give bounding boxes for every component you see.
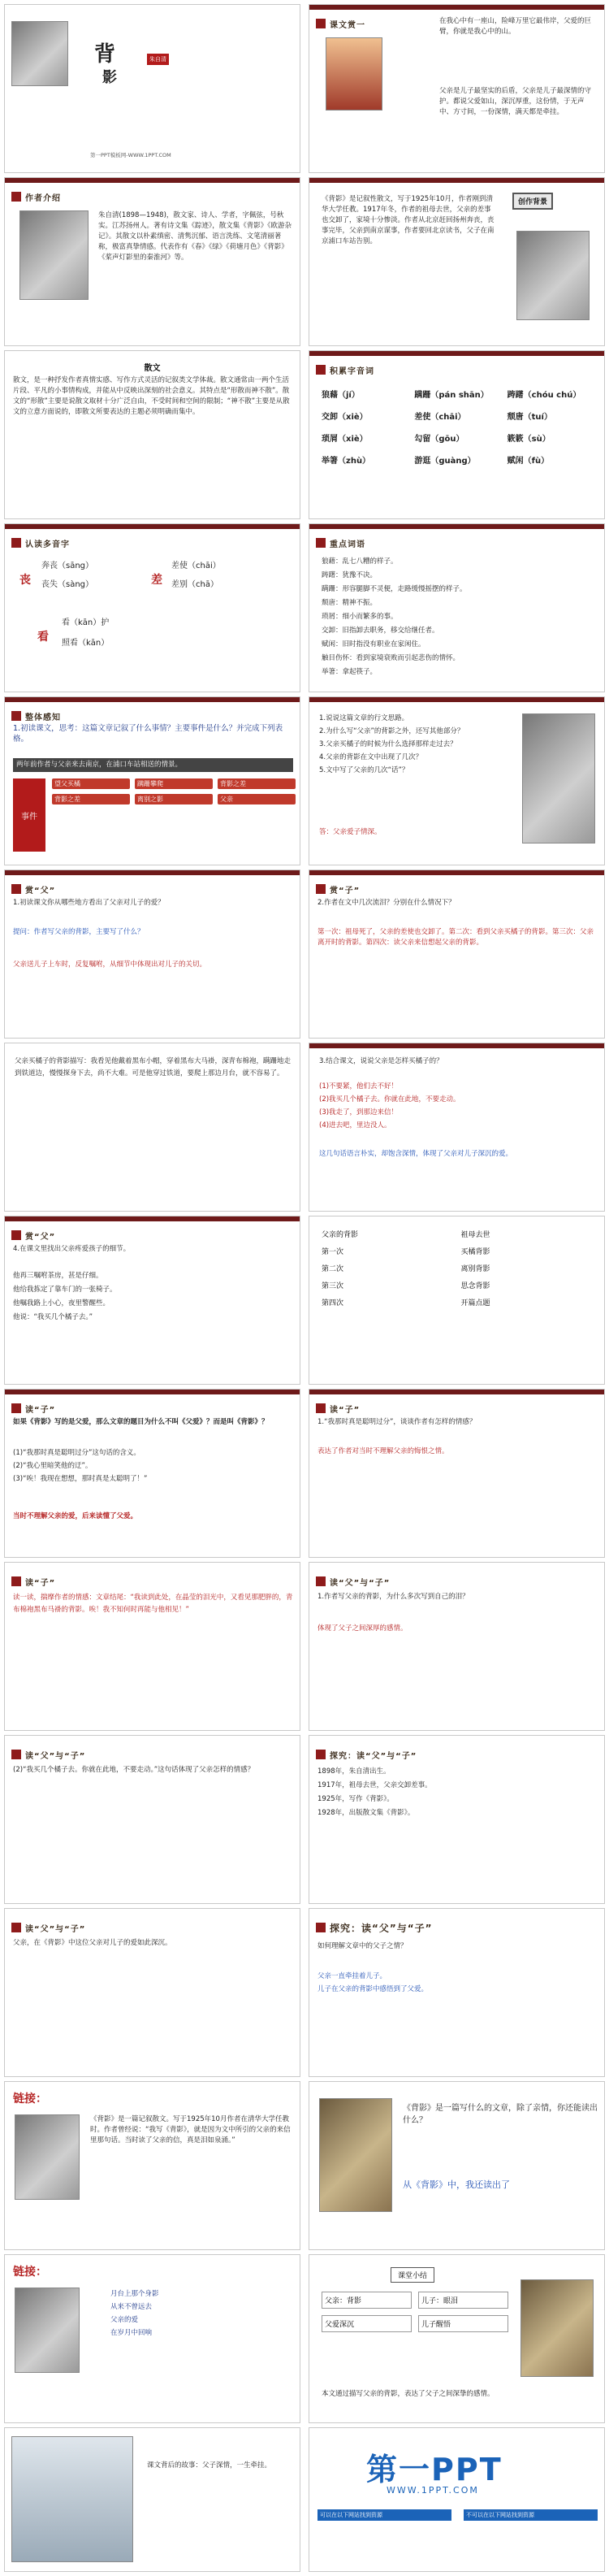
node: 父爱深沉 <box>322 2315 412 2332</box>
top-bar <box>5 524 300 529</box>
cell: 开篇点题 <box>460 1299 490 1308</box>
keyword: 颓唐：精神不振。 <box>322 599 378 607</box>
body: 父亲，在《背影》中这位父亲对儿子的爱如此深沉。 <box>13 1939 172 1947</box>
header: 链接： <box>13 2266 47 2279</box>
question: 如果《背影》写的是父爱，那么文章的题目为什么不叫《父爱》？而是叫《背影》？ <box>13 1418 269 1426</box>
slide-father-1 <box>4 870 300 1039</box>
foot: 这几句话语言朴实，却饱含深情，体现了父亲对儿子深沉的爱。 <box>319 1150 513 1158</box>
poem-line: 月台上那个身影 <box>110 2290 159 2298</box>
question: 1.初读课文，思考：这篇文章记叙了什么事情？主要事件是什么？并完成下列表格。 <box>13 724 283 744</box>
header-icon <box>316 19 326 28</box>
header: 读“子” <box>25 1405 56 1415</box>
header: 作者介绍 <box>25 193 61 203</box>
header: 散文 <box>144 364 161 373</box>
header: 积累字音词 <box>330 366 374 376</box>
header-icon <box>316 1576 326 1586</box>
top-bar <box>309 178 604 183</box>
header: 赏“子” <box>330 886 361 896</box>
header-icon <box>316 1750 326 1759</box>
cell: 望父买橘 <box>52 778 130 789</box>
background-text: 《背影》是记叙性散文，写于1925年10月，作者刚到清华大学任教。1917年冬，作者的祖母去世，父亲的差事也交卸了，家境十分惨淡。作者从北京赶回扬州奔丧，丧事完毕，父亲到南京谋事，作者要回北京读书，父子在南京浦口车站告别。 <box>322 195 495 245</box>
header: 赏“父” <box>25 886 56 896</box>
header-icon <box>11 1923 21 1932</box>
slide-keywords <box>309 523 605 692</box>
item: 儿子在父亲的背影中感悟到了父爱。 <box>317 1985 429 1993</box>
body: 父亲买橘子的背影描写：我看见他戴着黑布小帽，穿着黑布大马褂，深青布棉袍，蹒跚地走到铁道边，慢慢探身下去，尚不大难。可是他穿过铁道，要爬上那边月台，就不容易了。 <box>15 1057 292 1078</box>
header-icon <box>316 1403 326 1413</box>
cell: 思念背影 <box>460 1282 490 1290</box>
body: 《背影》是一篇写什么的文章，除了亲情，你还能读出什么？ <box>403 2104 598 2125</box>
slide-son-2 <box>4 1389 300 1558</box>
top-bar <box>5 697 300 702</box>
left-label: 可以在以下网站找到资源 <box>317 2509 451 2521</box>
item: 丧失（sàng） <box>41 580 94 589</box>
answer-2: 父亲送儿子上车时，反复嘱咐，从细节中体现出对儿子的关切。 <box>13 961 207 969</box>
word: 簌簌（sù） <box>507 435 551 444</box>
study-item: 2.为什么写“父亲”的背影之外，还写其他部分？ <box>319 727 464 735</box>
slide-ending <box>4 2427 300 2572</box>
foot: 当时不理解父亲的爱，后来读懂了父爱。 <box>13 1512 138 1520</box>
study-photo <box>522 713 595 843</box>
poem-line: 在岁月中回响 <box>110 2329 153 2337</box>
slide-table <box>309 1216 605 1385</box>
foot: 从《背影》中，我还读出了 <box>403 2179 510 2190</box>
quote: (1)不要紧，他们去不好！ <box>319 1082 399 1091</box>
top-bar <box>309 870 604 875</box>
author-photo <box>15 2288 80 2373</box>
slide-cover <box>4 4 300 173</box>
item: 奔丧（sāng） <box>41 562 94 570</box>
header: 赏“父” <box>25 1232 56 1242</box>
top-bar <box>309 697 604 702</box>
word: 颓唐（tuí） <box>507 413 552 422</box>
summary-photo <box>520 2279 594 2377</box>
timeline-item: 1898年，朱自清出生。 <box>317 1767 391 1776</box>
slide-father-son-1 <box>309 1562 605 1731</box>
keyword: 蹒跚：形容腿脚不灵便，走路缓慢摇摆的样子。 <box>322 585 467 593</box>
cell: 蹒跚攀爬 <box>135 778 213 789</box>
header-icon <box>11 711 21 721</box>
slide-polyphones <box>4 523 300 692</box>
word: 踌躇（chóu chú） <box>507 391 581 400</box>
slide-orange <box>4 1043 300 1212</box>
poem-line: 从来不曾远去 <box>110 2303 153 2311</box>
word: 蹒跚（pán shān） <box>414 391 489 400</box>
reflect-photo <box>319 2098 392 2212</box>
question: 1.“我那时真是聪明过分”，谈谈作者有怎样的情感？ <box>317 1418 477 1426</box>
right-label: 不可以在以下网站找到资源 <box>464 2509 598 2521</box>
header-icon <box>11 1403 21 1413</box>
word: 狼藉（jí） <box>322 391 360 400</box>
brand-logo: 第一PPT <box>366 2452 503 2487</box>
header: 课堂小结 <box>391 2267 434 2283</box>
item: 父亲一直牵挂着儿子。 <box>317 1972 387 1980</box>
question: 1.初读课文你从哪些地方看出了父亲对儿子的爱？ <box>13 899 165 907</box>
header: 认读多音字 <box>25 540 70 549</box>
item: (2)“我心里暗笑他的迂”。 <box>13 1462 93 1470</box>
slide-summary <box>309 2254 605 2423</box>
author-bio: 朱自清(1898—1948)，散文家、诗人、学者，字佩弦，号秋实。江苏扬州人。著有诗文集《踪迹》，散文集《背影》《欧游杂记》。其散文以朴素缜密、清隽沉郁、语言洗练、文笔清丽著称，极富真挚情感。代表作有《春》《绿》《荷塘月色》《背影》《桨声灯影里的秦淮河》等。 <box>98 211 292 262</box>
study-item: 5.文中写了父亲的几次“话”？ <box>319 766 409 774</box>
item: (3)“唉！我现在想想，那时真是太聪明了！” <box>13 1475 148 1483</box>
header-icon <box>11 1750 21 1759</box>
header-icon <box>316 538 326 548</box>
background-photo <box>516 231 590 320</box>
author-portrait <box>19 210 89 300</box>
slide-son-3 <box>309 1389 605 1558</box>
answer: 答：父亲爱子情深。 <box>319 828 382 836</box>
header: 读“父”与“子” <box>25 1924 86 1934</box>
question: 1.作者写父亲的背影，为什么多次写到自己的泪？ <box>317 1593 469 1601</box>
slide-father-son-3 <box>4 1908 300 2077</box>
study-item: 1.说说这篇文章的行文思路。 <box>319 714 409 722</box>
slide-words <box>309 1043 605 1212</box>
header-icon <box>11 192 21 202</box>
cell: 第三次 <box>322 1282 344 1290</box>
prose-body: 散文，是一种抒发作者真情实感、写作方式灵活的记叙类文学体裁。散文通常由一两个生活片段、平凡的小事情构成，并能从中反映出深刻的社会意义。其特点是“形散而神不散”。散文的“形散”主要是说散文取材十分广泛自由，不受时间和空间的限制；“神不散”主要是从散文的立意方面说的，即散文所要表达的主题必须明确而集中。 <box>13 376 290 416</box>
item: 差使（chāi） <box>171 562 221 570</box>
char-a: 丧 <box>19 574 31 587</box>
keyword: 狼藉：乱七八糟的样子。 <box>322 557 398 566</box>
credit: 第一PPT模板网-WWW.1PPT.COM <box>90 152 171 158</box>
node: 父亲：背影 <box>322 2292 412 2309</box>
header: 读“父”与“子” <box>25 1751 86 1761</box>
event-label: 事件 <box>13 778 45 852</box>
item: 差别（chā） <box>171 580 218 589</box>
slide-link-2 <box>4 2254 300 2423</box>
body: 《背影》是一篇记叙散文。写于1925年10月作者在清华大学任教时。作者曾经说：“我写《背影》，就是因为文中所引的父亲的来信里那句话。当时读了父亲的信，真是泪如泉涌。” <box>90 2115 291 2144</box>
header: 读“子” <box>330 1405 361 1415</box>
node: 儿子：眼泪 <box>418 2292 508 2309</box>
body: 读一读，揣摩作者的情感：文章结尾：“我读到此处，在晶莹的泪光中，又看见那肥胖的，青布棉袍黑布马褂的背影。唉！我不知何时再能与他相见！” <box>13 1594 293 1614</box>
body: 课文背后的故事：父子深情，一生牵挂。 <box>147 2461 272 2470</box>
poem-2: 父亲是儿子最坚实的后盾，父亲是儿子最深情的守护。都说父爱如山，深沉厚重，这份情，于无声中、方寸间，一份深情，满天都是牵挂。 <box>439 87 592 116</box>
top-bar <box>309 1043 604 1048</box>
slide-brand <box>309 2427 605 2572</box>
author-seal: 朱自清 <box>147 54 169 65</box>
header-icon <box>11 538 21 548</box>
header: 探究：读“父”与“子” <box>330 1922 433 1934</box>
header-icon <box>316 884 326 894</box>
table-title: 两年前作者与父亲来去南京，在浦口车站相送的情景。 <box>13 758 293 772</box>
quote: (2)我买几个橘子去。你就在此地，不要走动。 <box>319 1095 460 1104</box>
item: (1)“我那时真是聪明过分”这句话的含义。 <box>13 1449 140 1457</box>
slide-author <box>4 177 300 346</box>
answer: 表达了作者对当时不理解父亲的悔恨之情。 <box>317 1447 449 1455</box>
slide-vocab <box>309 350 605 519</box>
detail: 他再三嘱咐茶房，甚是仔细。 <box>13 1272 103 1280</box>
study-item: 3.父亲买橘子的时候为什么选择那样走过去？ <box>319 740 457 748</box>
author-photo <box>15 2114 80 2200</box>
cell: 父亲 <box>218 794 296 804</box>
ending-photo <box>11 2436 133 2562</box>
word: 勾留（gōu） <box>414 435 464 444</box>
word: 琐屑（xiè） <box>322 435 368 444</box>
quote: (4)进去吧，里边没人。 <box>319 1121 391 1130</box>
word: 交卸（xiè） <box>322 413 368 422</box>
slide-father-2 <box>4 1216 300 1385</box>
cell: 买橘背影 <box>460 1248 490 1256</box>
slide-explore <box>309 1908 605 2077</box>
keyword: 赋闲：旧时指没有职业在家闲住。 <box>322 640 425 648</box>
body: (2)“我买几个橘子去。你就在此地，不要走动。”这句话体现了父亲怎样的情感？ <box>13 1766 255 1774</box>
header: 读“子” <box>25 1578 56 1588</box>
background-badge: 创作背景 <box>512 193 553 210</box>
answer: 体现了父子之间深厚的感情。 <box>317 1624 408 1633</box>
cell: 第一次 <box>322 1248 344 1256</box>
header-icon <box>316 365 326 375</box>
father-son-photo <box>326 37 382 111</box>
header-icon <box>316 1923 326 1932</box>
header-icon <box>11 1576 21 1586</box>
answer: 第一次：祖母死了，父亲的差使也交卸了。第二次：看到父亲买橘子的背影。第三次：父亲离开时的背影。第四次：读父亲来信想起父亲的背影。 <box>317 928 594 947</box>
title-char-b: 影 <box>102 69 117 86</box>
header: 课文赏一 <box>330 20 365 30</box>
header: 探究：读“父”与“子” <box>330 1751 417 1761</box>
foot: 本文通过描写父亲的背影，表达了父子之间深挚的感情。 <box>322 2390 495 2398</box>
cover-photo <box>11 21 68 86</box>
cell: 离别之影 <box>135 794 213 804</box>
header-icon <box>11 1230 21 1240</box>
top-bar <box>309 1390 604 1394</box>
answer-1: 提问：作者写父亲的背影，主要写了什么？ <box>13 928 145 936</box>
slide-timeline <box>309 1735 605 1904</box>
cell: 第四次 <box>322 1299 344 1308</box>
char-c: 看 <box>37 631 49 644</box>
question: 2.作者在文中几次流泪？分别在什么情况下？ <box>317 899 456 907</box>
keyword: 踌躇：犹豫不决。 <box>322 571 378 579</box>
question: 4.在课文里找出父亲疼爱孩子的细节。 <box>13 1245 131 1253</box>
timeline-item: 1928年，出版散文集《背影》。 <box>317 1809 415 1817</box>
question: 如何理解文章中的父子之情？ <box>317 1942 408 1950</box>
word: 差使（chāi） <box>414 413 466 422</box>
slide-prose <box>4 350 300 519</box>
top-bar <box>309 351 604 356</box>
cell: 祖母去世 <box>460 1231 490 1239</box>
slide-background <box>309 177 605 346</box>
header: 重点词语 <box>330 540 365 549</box>
word: 举箸（zhù） <box>322 457 371 466</box>
top-bar <box>5 178 300 183</box>
brand-url: WWW.1PPT.COM <box>387 2485 479 2496</box>
word: 赋闲（fù） <box>507 457 550 466</box>
header: 读“父”与“子” <box>330 1578 391 1588</box>
top-bar <box>5 1390 300 1394</box>
slide-overview <box>4 696 300 865</box>
header: 整体感知 <box>25 713 61 722</box>
slide-son-1 <box>309 870 605 1039</box>
question: 3.结合课文，说说父亲是怎样买橘子的？ <box>319 1057 443 1065</box>
keyword: 琐屑：细小而繁多的事。 <box>322 613 398 621</box>
slide-reflect <box>309 2081 605 2250</box>
timeline-item: 1917年，祖母去世，父亲交卸差事。 <box>317 1781 432 1789</box>
slide-son-4 <box>4 1562 300 1731</box>
header: 链接： <box>13 2092 47 2105</box>
title-char-a: 背 <box>94 42 116 67</box>
study-item: 4.父亲的背影在文中出现了几次？ <box>319 753 423 761</box>
poem: 在我心中有一座山，险峰万里它最伟岸，父爱的巨臂，你就是我心中的山。 <box>439 17 592 36</box>
cell: 背影之差 <box>52 794 130 804</box>
top-bar <box>309 5 604 10</box>
word: 游逛（guàng） <box>414 457 476 466</box>
top-bar <box>309 524 604 529</box>
slide-study <box>309 696 605 865</box>
detail: 他嘱我路上小心，夜里警醒些。 <box>13 1299 110 1308</box>
char-b: 差 <box>151 574 162 587</box>
node: 儿子醒悟 <box>418 2315 508 2332</box>
cell: 背影之差 <box>218 778 296 789</box>
cell: 父亲的背影 <box>322 1231 359 1239</box>
detail: 他说：“我买几个橘子去。” <box>13 1313 93 1321</box>
keyword: 交卸：旧指卸去职务，移交给继任者。 <box>322 627 439 635</box>
item: 看（kān）护 <box>62 618 110 627</box>
cell: 离别背影 <box>460 1265 490 1273</box>
detail: 他给我拣定了靠车门的一张椅子。 <box>13 1286 117 1294</box>
quote: (3)我走了，到那边来信！ <box>319 1108 399 1117</box>
keyword: 触目伤怀：看到家境衰败而引起悲伤的情怀。 <box>322 654 460 662</box>
top-bar <box>5 1216 300 1221</box>
slide-appreciation <box>309 4 605 173</box>
slide-link-1 <box>4 2081 300 2250</box>
slide-father-son-2 <box>4 1735 300 1904</box>
header-icon <box>11 884 21 894</box>
poem-line: 父亲的爱 <box>110 2316 139 2324</box>
item: 照看（kān） <box>62 639 110 648</box>
top-bar <box>5 870 300 875</box>
keyword: 举箸：拿起筷子。 <box>322 668 378 676</box>
cell: 第二次 <box>322 1265 344 1273</box>
timeline-item: 1925年，写作《背影》。 <box>317 1795 394 1803</box>
